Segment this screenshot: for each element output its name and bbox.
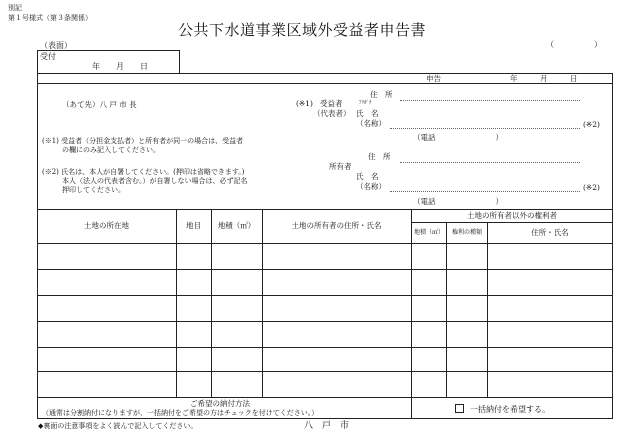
note2-line2: 本人（法人の代表者含む。）が自署しない場合は、必ず記名 xyxy=(62,177,248,185)
note2-line1: (※2) 氏名は、本人が自署してください。(押印は省略できます。) xyxy=(42,168,245,176)
reception-label: 受付 xyxy=(40,52,56,61)
col-right-type: 権利の種類 xyxy=(451,228,482,236)
col-other-rights-group: 土地の所有者以外の権利者 xyxy=(467,210,557,220)
addressee: （あて先）八 戸 市 長 xyxy=(62,100,137,109)
form-frame xyxy=(37,73,613,419)
note1-line2: の欄にのみ記入してください。 xyxy=(62,146,160,154)
note1-line1: (※1) 受益者（分担金支払者）と所有者が同一の場合は、受益者 xyxy=(42,137,244,145)
payment-title: ご希望の納付方法 xyxy=(190,399,250,408)
col-other-address: 住所・氏名 xyxy=(531,227,569,237)
beneficiary-note-mark: (※1) xyxy=(296,99,313,108)
col-land-type: 地目 xyxy=(186,221,201,231)
lump-sum-option[interactable] xyxy=(455,404,550,414)
filing-label: 申告 xyxy=(426,74,441,83)
footer-note: ◆裏面の注意事項をよく読んで記入してください。 xyxy=(38,422,198,430)
note2-line3: 押印してください。 xyxy=(62,186,125,194)
owner-phone: （電話 ） xyxy=(413,197,503,206)
filing-date: 年 月 日 xyxy=(510,74,578,83)
right-paren: （ ） xyxy=(546,40,602,49)
col-location: 土地の所在地 xyxy=(84,221,129,231)
owner-role-label: 所有者 xyxy=(329,162,352,171)
lump-sum-checkbox[interactable] xyxy=(455,404,464,413)
payment-desc: （通常は分割納付になりますが、一括納付をご希望の方はチェックを付けてください。） xyxy=(42,409,319,417)
beneficiary-address-label: 住 所 xyxy=(370,90,393,99)
owner-address-label: 住 所 xyxy=(368,152,391,161)
beneficiary-phone: （電話 ） xyxy=(413,133,503,142)
reception-date: 年 月 日 xyxy=(92,62,148,71)
col-owner: 土地の所有者の住所・氏名 xyxy=(291,221,382,231)
side-label: （表面） xyxy=(40,41,72,50)
owner-name-paren: （名称） xyxy=(356,182,386,191)
owner-name-label: 氏 名 xyxy=(356,172,379,181)
col-other-area: 地積（㎡） xyxy=(413,228,444,236)
owner-note2: (※2) xyxy=(583,183,600,192)
beneficiary-note2: (※2) xyxy=(583,120,600,129)
beneficiary-furigana: ﾌﾘｶﾞﾅ xyxy=(359,100,372,106)
page-title: 公共下水道事業区域外受益者申告書 xyxy=(178,21,427,39)
note-label: 別記 xyxy=(8,4,22,12)
beneficiary-rep-label: （代表者） xyxy=(313,109,351,118)
lump-sum-label: 一括納付を希望する。 xyxy=(470,405,550,414)
col-area: 地積（㎡） xyxy=(217,221,256,231)
beneficiary-name-paren: （名称） xyxy=(356,119,386,128)
beneficiary-name-label: 氏 名 xyxy=(356,109,379,118)
beneficiary-role-label: 受益者 xyxy=(320,99,343,108)
form-number: 第１号様式（第３条関係） xyxy=(8,14,92,22)
footer-city: 八 戸 市 xyxy=(304,421,350,431)
